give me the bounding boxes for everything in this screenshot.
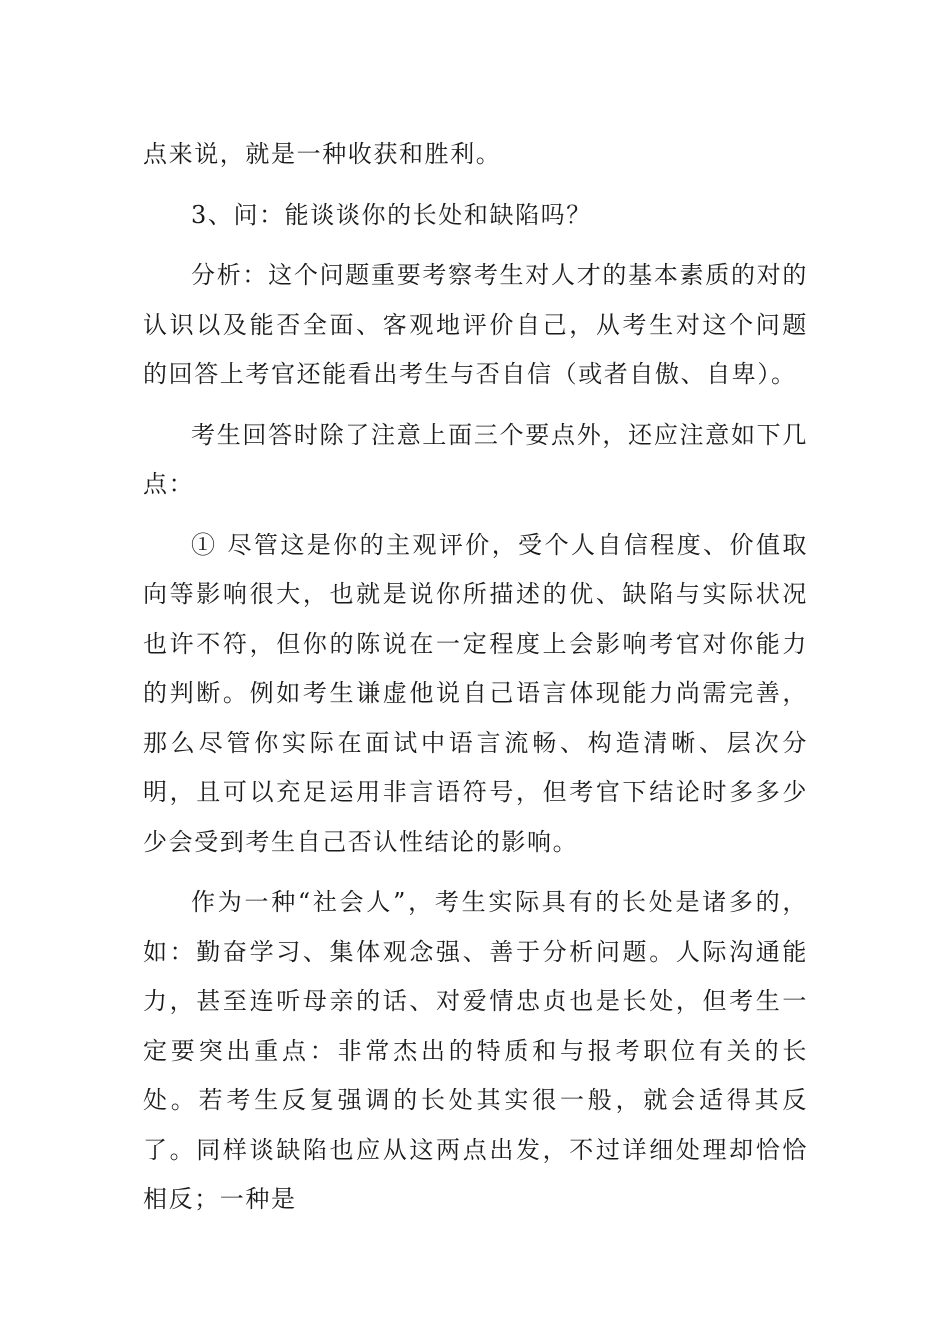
strengths-paragraph: 作为一种“社会人”，考生实际具有的长处是诸多的，如：勤奋学习、集体观念强、善于分析问题。人际沟通能力，甚至连听母亲的话、对爱情忠贞也是长处，但考生一定要突出重点：非常杰出的特质和与报考职位有关的长处。若考生反复强调的长处其实很一般，就会适得其反了。同样谈缺陷也应从这两点出发，不过详细处理却恰恰相反；一种是 (143, 888, 808, 1213)
analysis-paragraph: 分析：这个问题重要考察考生对人才的基本素质的对的认识以及能否全面、客观地评价自己，从考生对这个问题的回答上考官还能看出考生与否自信（或者自傲、自卑）。 (143, 261, 808, 388)
notes-intro-paragraph: 考生回答时除了注意上面三个要点外，还应注意如下几点： (143, 420, 808, 498)
document-body (143, 130, 808, 1236)
point-one-paragraph: ① 尽管这是你的主观评价，受个人自信程度、价值取向等影响很大，也就是说你所描述的优、缺陷与实际状况也许不符，但你的陈说在一定程度上会影响考官对你能力的判断。例如考生谦虚他说自己语言体现能力尚需完善，那么尽管你实际在面试中语言流畅、构造清晰、层次分明，且可以充足运用非言语符号，但考官下结论时多多少少会受到考生自己否认性结论的影响。 (143, 530, 808, 856)
paragraph-continuation: 点来说，就是一种收获和胜利。 (143, 140, 502, 168)
question-heading: 3、问：能谈谈你的长处和缺陷吗？ (191, 200, 592, 229)
